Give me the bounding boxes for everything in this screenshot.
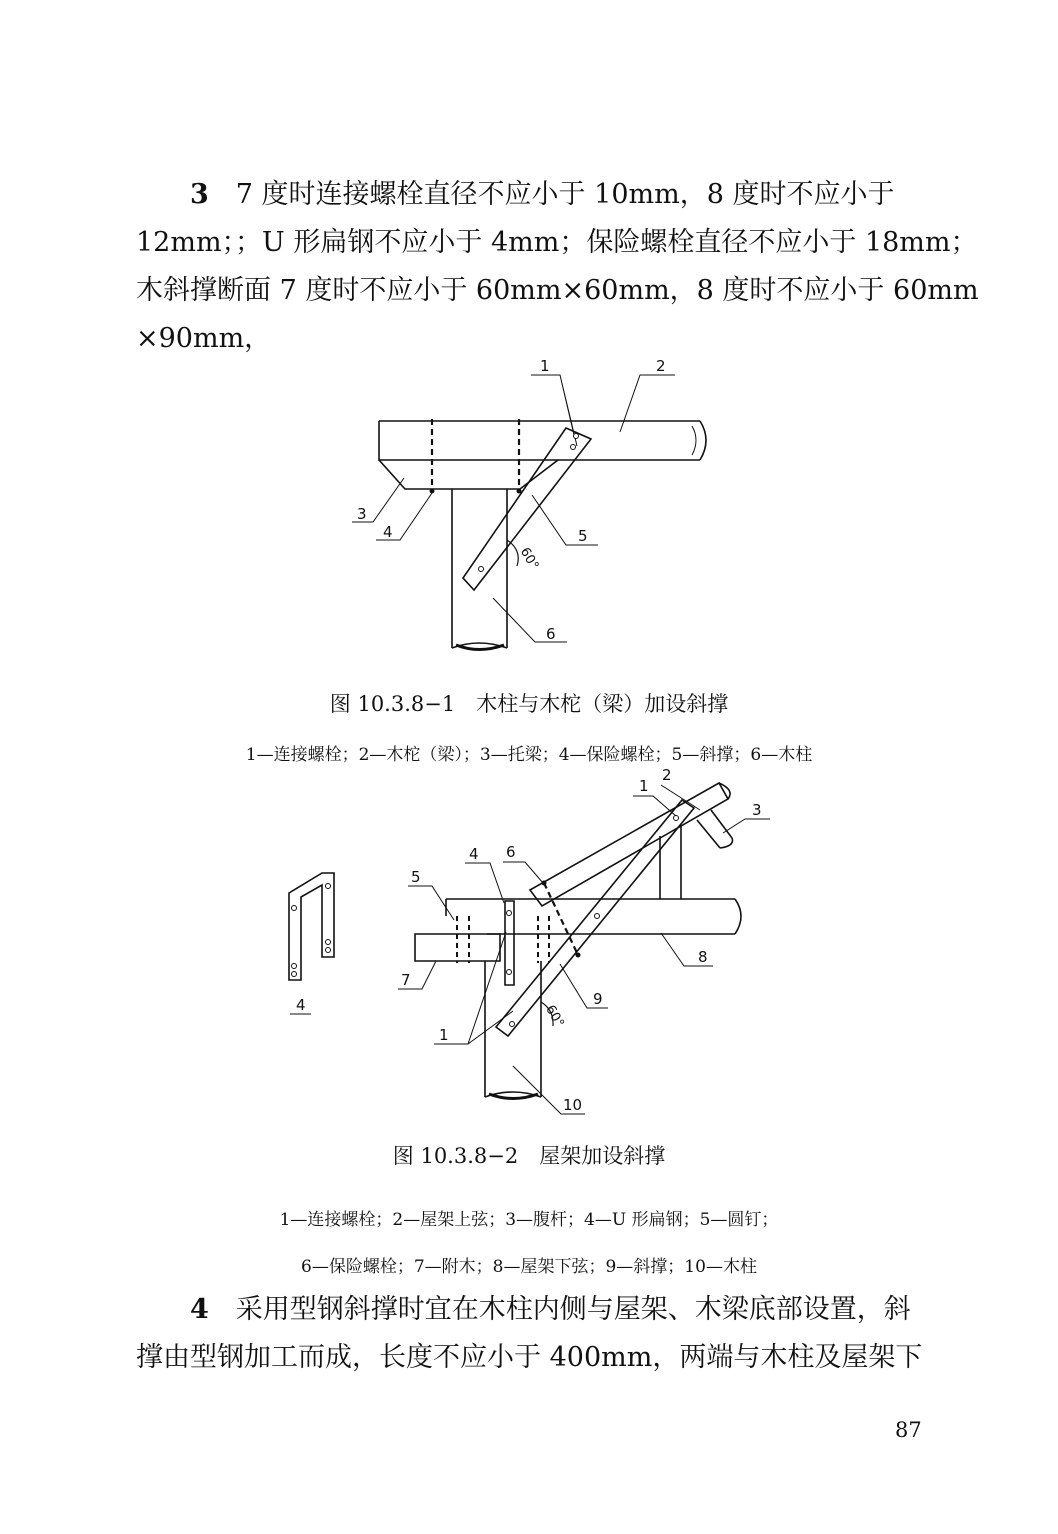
- fig1-label-6: 6: [546, 625, 556, 643]
- bolt-hole: [479, 567, 484, 572]
- bolt-hole: [574, 434, 579, 439]
- bottom-chord: [446, 899, 735, 934]
- figure-2-caption: 图 10.3.8−2 屋架加设斜撑: [392, 1144, 666, 1168]
- fig2-label-6: 6: [506, 843, 516, 861]
- clause-4-number: 4: [190, 1294, 209, 1325]
- figure-2-legend-line1: 1—连接螺栓；2—屋架上弦；3—腹杆；4—U 形扁钢；5—圆钉；: [279, 1210, 779, 1230]
- figure-1-legend: 1—连接螺栓；2—木柁（梁）；3—托梁；4—保险螺栓；5—斜撑；6—木柱: [245, 745, 813, 765]
- fig2-label-8: 8: [698, 948, 708, 966]
- bolt-hole: [571, 445, 576, 450]
- figure-1-drawing: [352, 375, 706, 650]
- fig2-label-1-bottom: 1: [439, 1026, 449, 1044]
- bolster: [379, 460, 558, 489]
- fig2-label-10: 10: [563, 1096, 583, 1114]
- fig2-label-2: 2: [662, 766, 672, 784]
- bolt-end: [517, 489, 522, 494]
- figure-2-legend-line2: 6—保险螺栓；7—附木；8—屋架下弦；9—斜撑；10—木柱: [301, 1257, 757, 1277]
- clause-4-line1: 采用型钢斜撑时宜在木柱内侧与屋架、木梁底部设置，斜: [235, 1294, 911, 1325]
- fig1-label-1: 1: [540, 357, 550, 375]
- page-number: 87: [895, 1418, 922, 1442]
- fig2-label-4: 4: [469, 845, 479, 863]
- fig2-label-5: 5: [411, 868, 421, 886]
- clause-3-line3: 木斜撑断面 7 度时不应小于 60mm×60mm，8 度时不应小于 60mm: [136, 275, 979, 306]
- beam: [379, 421, 700, 460]
- connection-bolts: [432, 419, 519, 491]
- beam-end: [700, 421, 706, 460]
- bolt-end: [430, 489, 435, 494]
- fig1-label-2: 2: [656, 357, 666, 375]
- figure-1-caption: 图 10.3.8−1 木柱与木柁（梁）加设斜撑: [329, 692, 729, 716]
- fig2-label-3: 3: [752, 801, 762, 819]
- fig1-label-4: 4: [383, 523, 393, 541]
- clause-4: [136, 1286, 922, 1382]
- clause-3-line2: 12mm；；U 形扁钢不应小于 4mm；保险螺栓直径不应小于 18mm；: [136, 227, 978, 258]
- fig1-label-3: 3: [357, 505, 367, 523]
- clause-3-line4: ×90mm，: [136, 323, 272, 354]
- clause-4-line2: 撑由型钢加工而成，长度不应小于 400mm，两端与木柱及屋架下: [136, 1342, 923, 1373]
- fig2-label-u-plate: 4: [296, 996, 306, 1014]
- fig2-label-7: 7: [401, 971, 411, 989]
- fig2-label-9: 9: [593, 990, 603, 1008]
- fig2-label-1: 1: [639, 777, 649, 795]
- web-member: [697, 810, 732, 848]
- fig1-angle: 60°: [516, 545, 542, 573]
- clause-3-line1: 7 度时连接螺栓直径不应小于 10mm，8 度时不应小于: [235, 179, 895, 210]
- fig2-angle: 60°: [542, 1002, 567, 1031]
- clause-3-number: 3: [190, 179, 209, 210]
- fig1-label-5: 5: [578, 527, 588, 545]
